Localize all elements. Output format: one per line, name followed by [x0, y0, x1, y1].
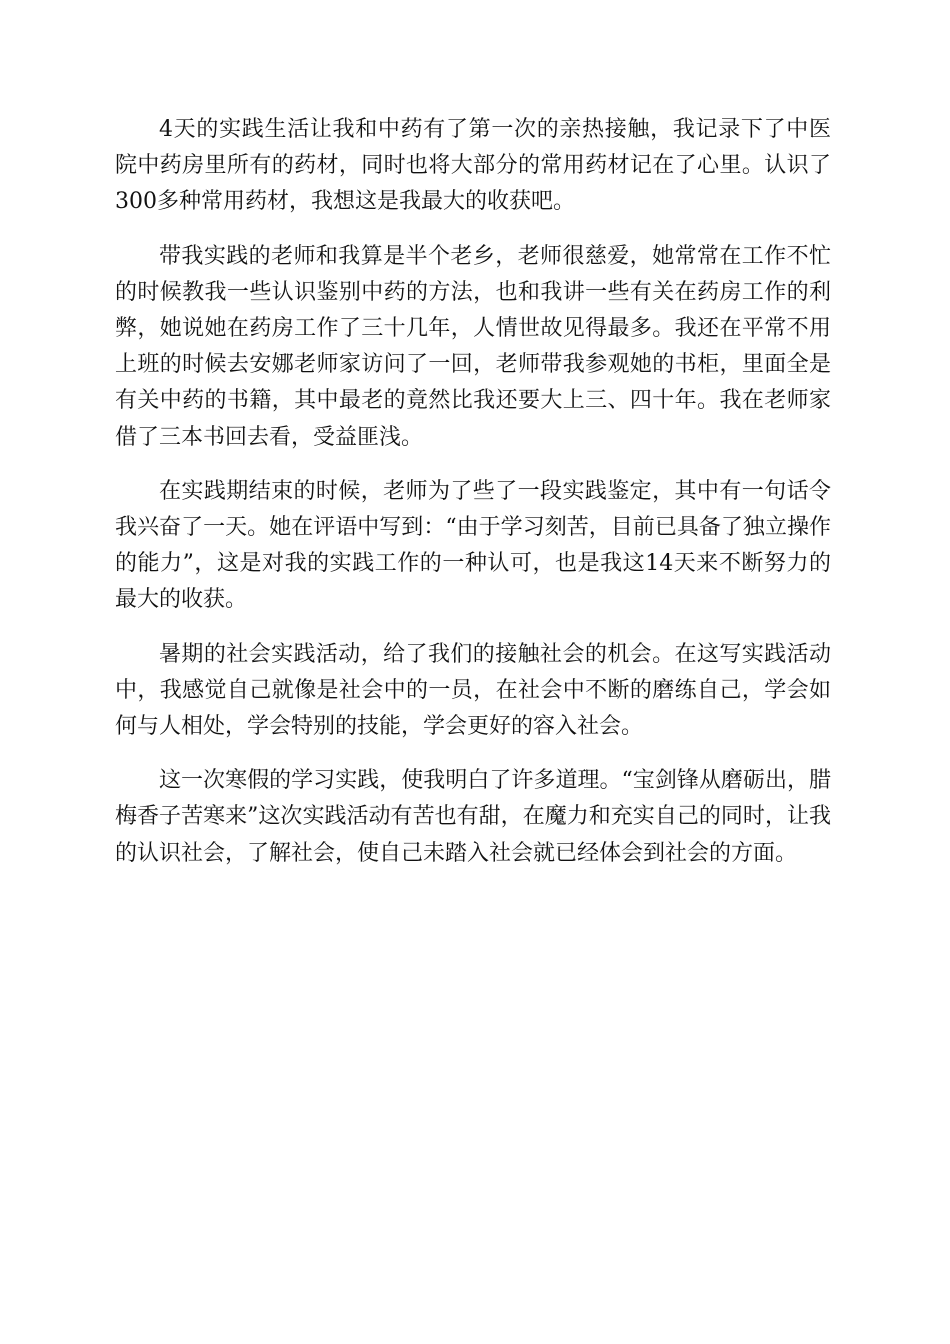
- paragraph-1: 4天的实践生活让我和中药有了第一次的亲热接触，我记录下了中医院中药房里所有的药材，同时也将大部分的常用药材记在了心里。认识了300多种常用药材，我想这是我最大的收获吧。: [115, 117, 831, 215]
- paragraph-3: 在实践期结束的时候，老师为了些了一段实践鉴定，其中有一句话令我兴奋了一天。她在评语中写到：“由于学习刻苦，目前已具备了独立操作的能力”，这是对我的实践工作的一种认可，也是我这14天来不断努力的最大的收获。: [115, 478, 831, 613]
- paragraph-4: 暑期的社会实践活动，给了我们的接触社会的机会。在这写实践活动中，我感觉自己就像是社会中的一员，在社会中不断的磨练自己，学会如何与人相处，学会特别的技能，学会更好的容入社会。: [115, 641, 831, 740]
- paragraph-5: 这一次寒假的学习实践，使我明白了许多道理。“宝剑锋从磨砺出，腊梅香子苦寒来”这次实践活动有苦也有甜，在魔力和充实自己的同时，让我的认识社会，了解社会，使自己未踏入社会就已经体会到社会的方面。: [115, 768, 831, 866]
- document-page: [115, 112, 831, 890]
- paragraph-2: 带我实践的老师和我算是半个老乡，老师很慈爱，她常常在工作不忙的时候教我一些认识鉴别中药的方法，也和我讲一些有关在药房工作的利弊，她说她在药房工作了三十几年，人情世故见得最多。我还在平常不用上班的时候去安娜老师家访问了一回，老师带我参观她的书柜，里面全是有关中药的书籍，其中最老的竟然比我还要大上三、四十年。我在老师家借了三本书回去看，受益匪浅。: [115, 243, 831, 450]
